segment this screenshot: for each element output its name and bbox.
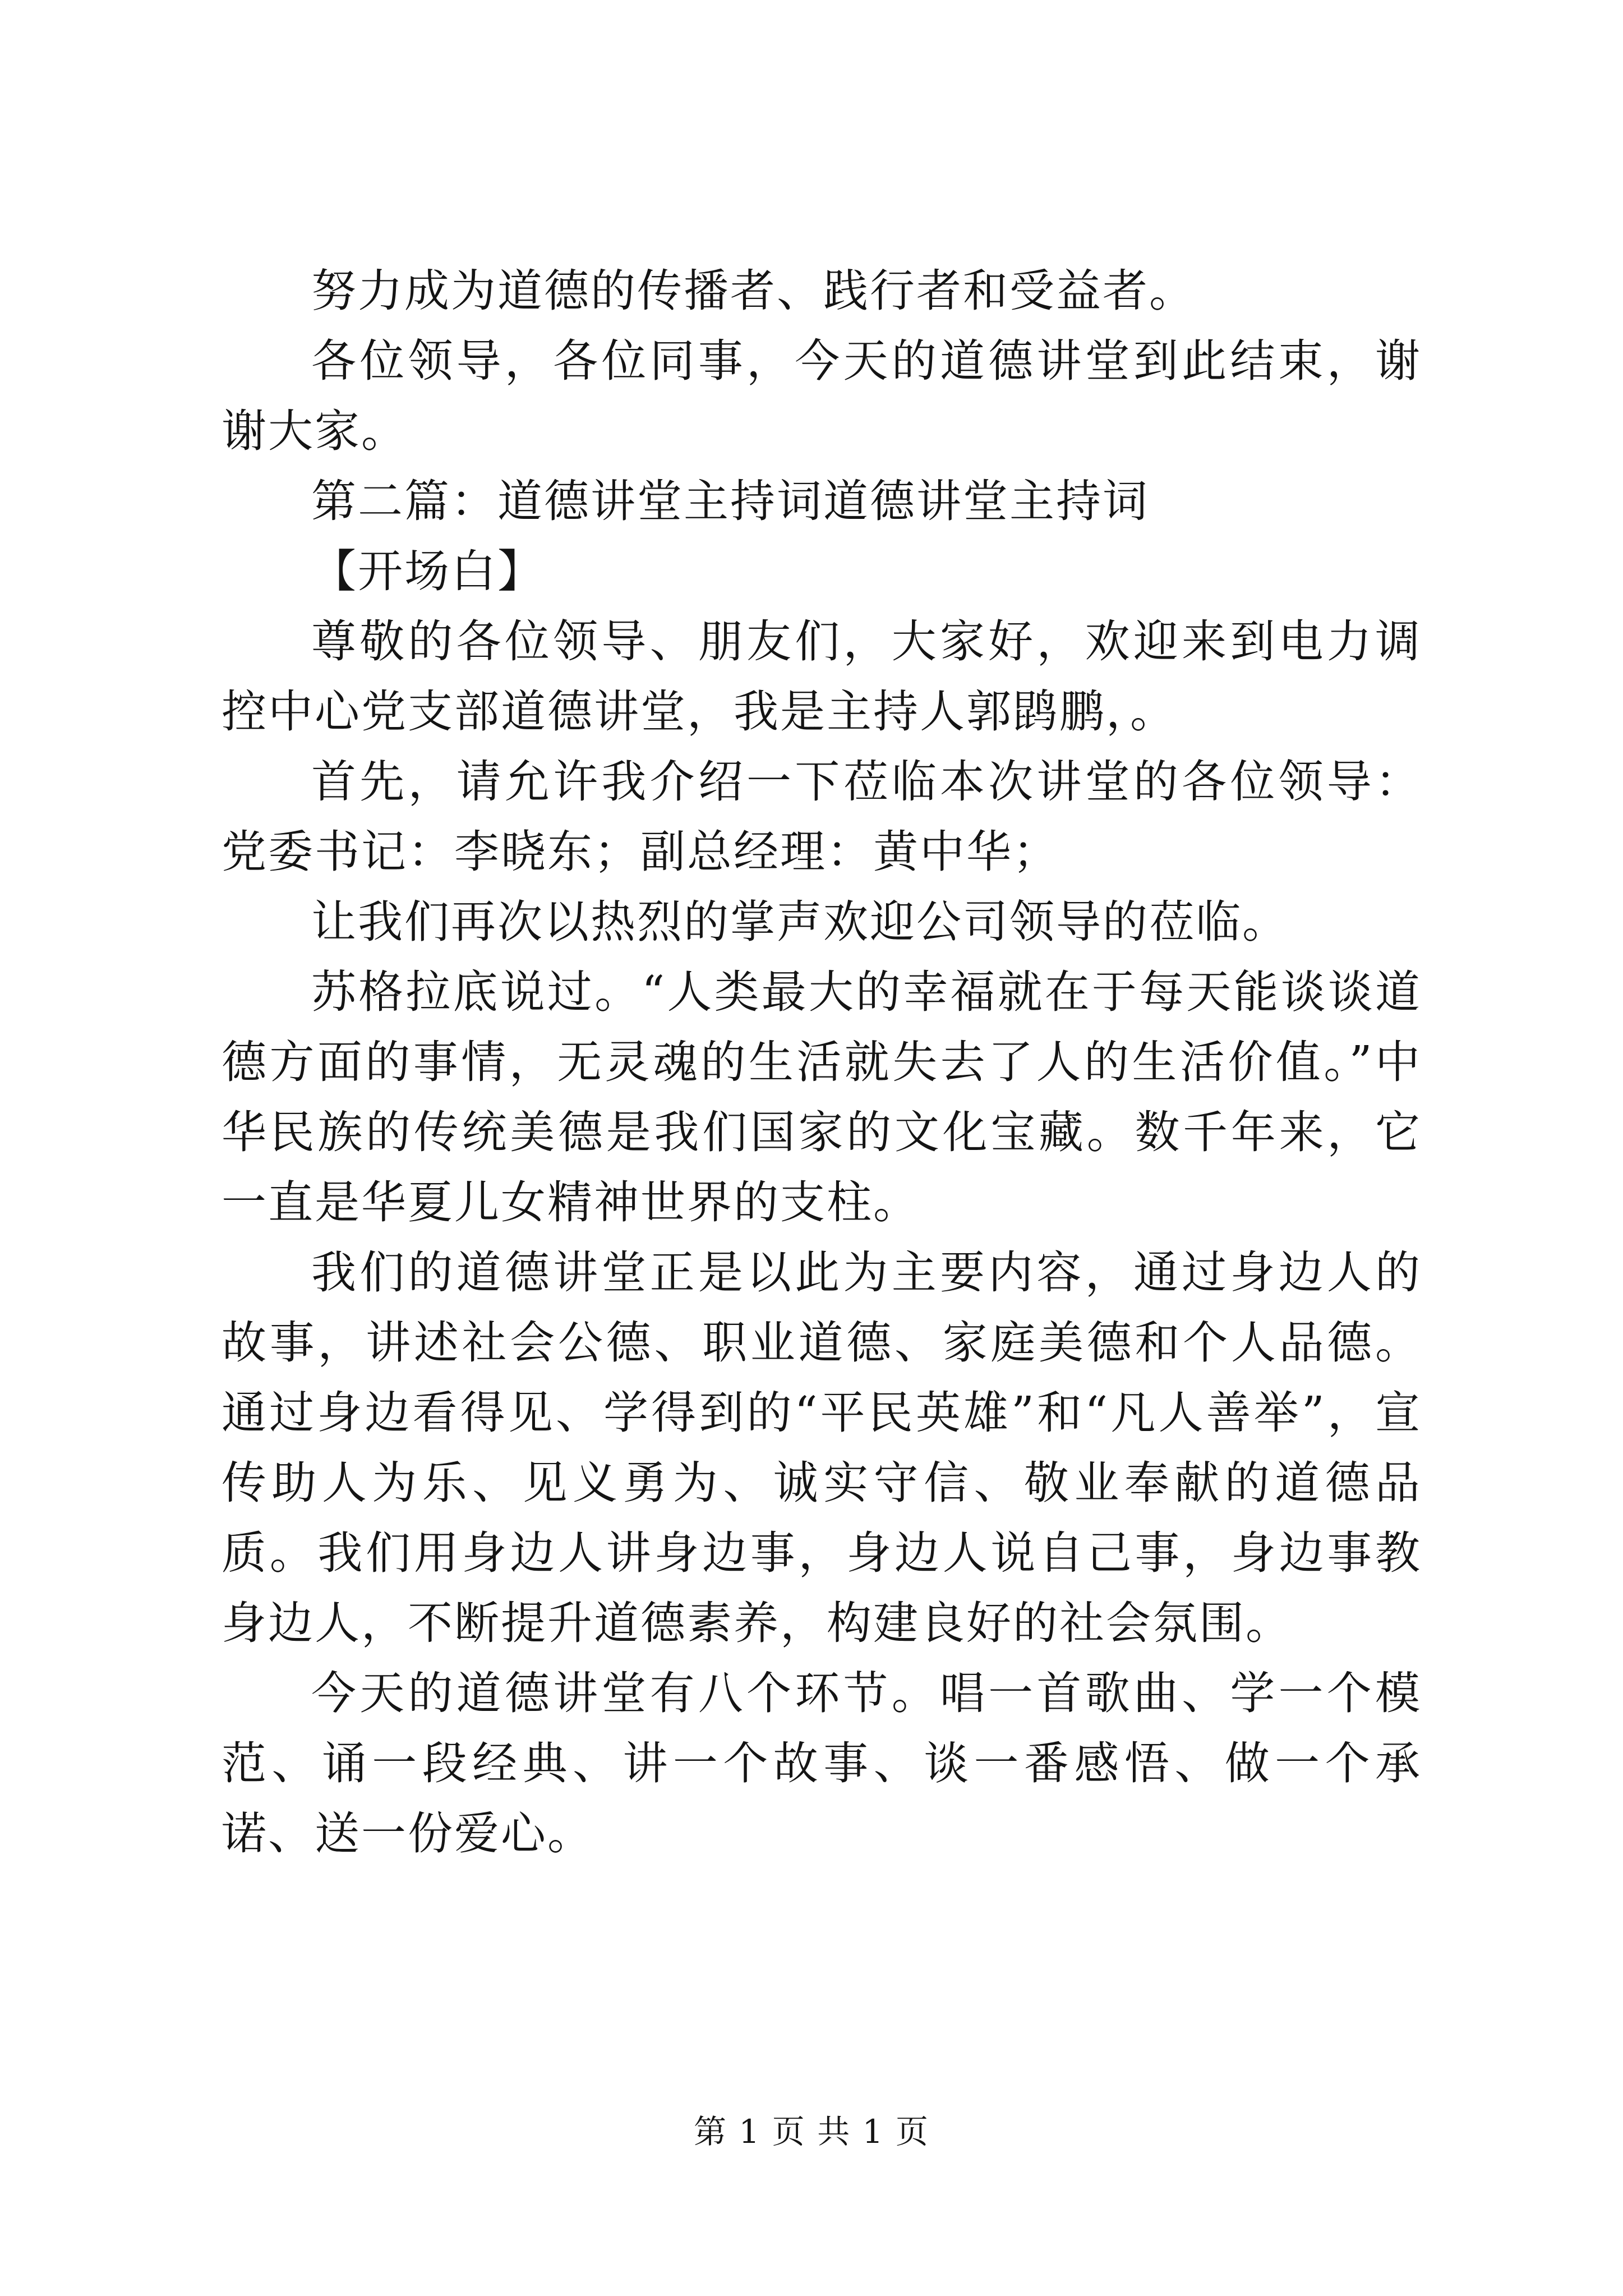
paragraph-socrates-quote: 苏格拉底说过。“人类最大的幸福就在于每天能谈谈道德方面的事情，无灵魂的生活就失去了人的生活价值。”中华民族的传统美德是我们国家的文化宝藏。数千年来，它一直是华夏儿女精神世界的支柱。 xyxy=(222,966,1422,1228)
paragraph-lecture-purpose: 我们的道德讲堂正是以此为主要内容，通过身边人的故事，讲述社会公德、职业道德、家庭美德和个人品德。通过身边看得见、学得到的“平民英雄”和“凡人善举”，宣传助人为乐、见义勇为、诚实守信、敬业奉献的道德品质。我们用身边人讲身边事，身边人说自己事，身边事教身边人，不断提升道德素养，构建良好的社会氛围。 xyxy=(222,1246,1422,1649)
opening-heading: 【开场白】 xyxy=(311,545,544,597)
paragraph-greeting: 尊敬的各位领导、朋友们，大家好，欢迎来到电力调控中心党支部道德讲堂，我是主持人郭鹍鹏，。 xyxy=(222,615,1422,738)
section-heading: 第二篇：道德讲堂主持词道德讲堂主持词 xyxy=(311,475,1149,527)
paragraph-program-steps: 今天的道德讲堂有八个环节。唱一首歌曲、学一个模范、诵一段经典、讲一个故事、谈一番感悟、做一个承诺、送一份爱心。 xyxy=(222,1667,1422,1860)
page-number-footer: 第 1 页 共 1 页 xyxy=(694,2113,929,2151)
paragraph-closing-thanks: 各位领导，各位同事，今天的道德讲堂到此结束，谢谢大家。 xyxy=(222,335,1422,457)
paragraph-introduce-leaders: 首先，请允许我介绍一下莅临本次讲堂的各位领导：党委书记：李晓东；副总经理：黄中华； xyxy=(222,756,1422,878)
paragraph-closing-wish: 努力成为道德的传播者、践行者和受益者。 xyxy=(311,265,1196,317)
document-body xyxy=(222,256,1422,1869)
paragraph-applause: 让我们再次以热烈的掌声欢迎公司领导的莅临。 xyxy=(311,896,1289,948)
